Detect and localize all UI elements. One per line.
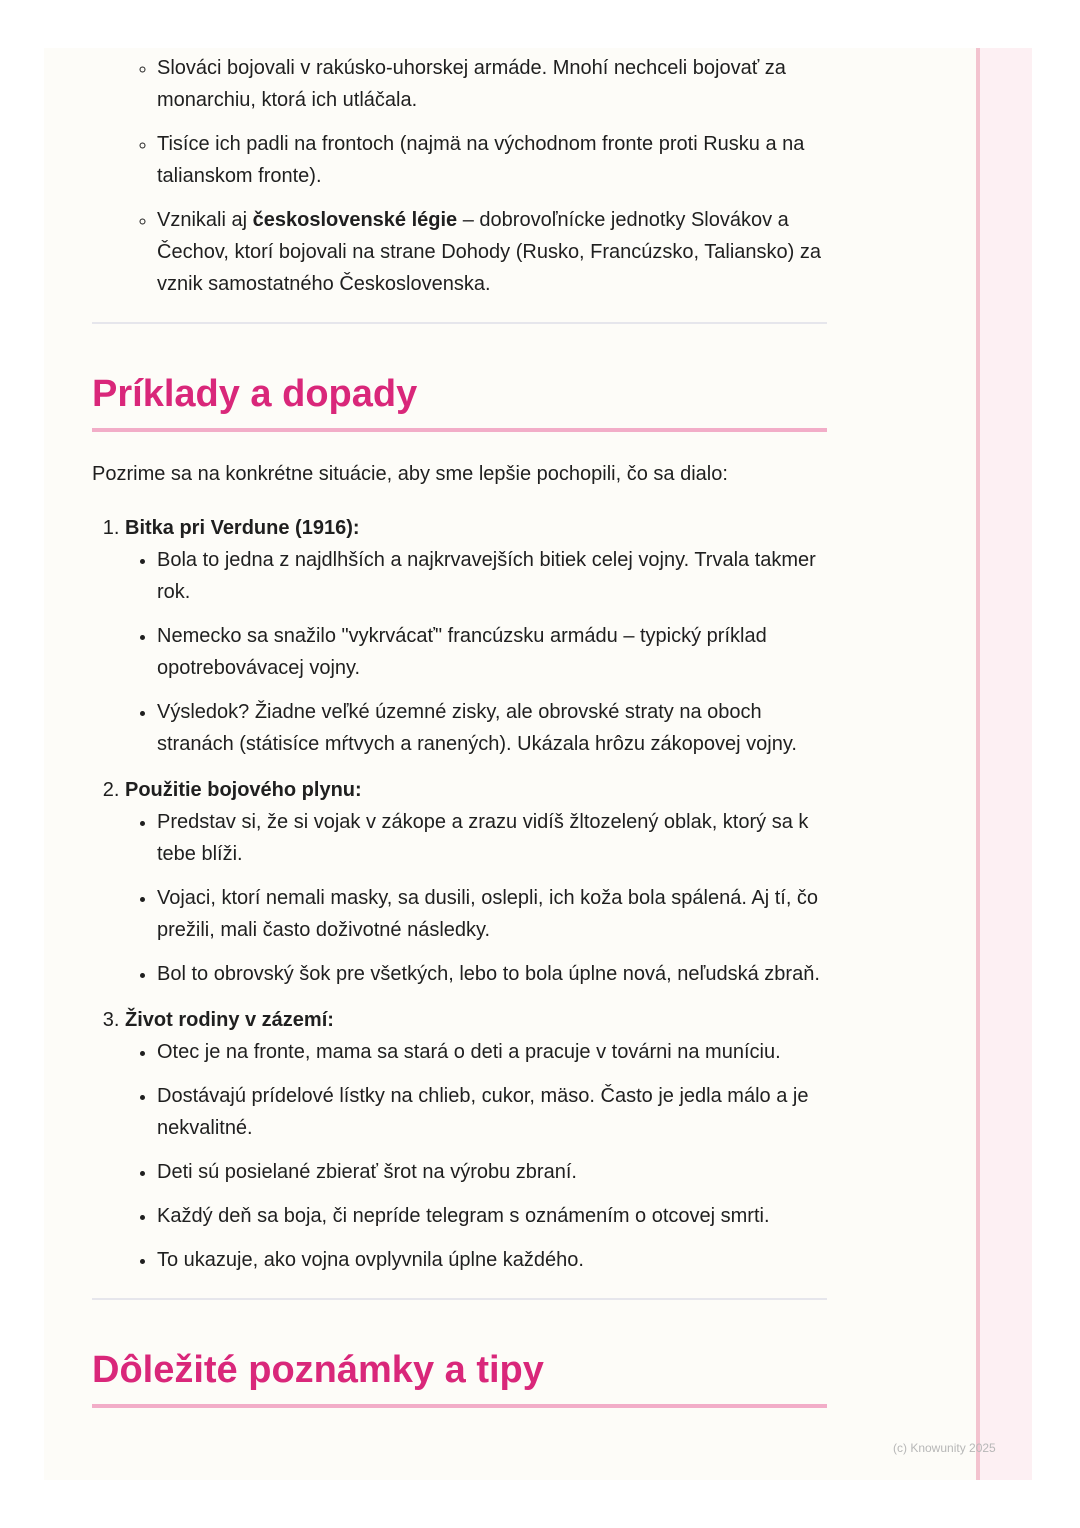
list-item: • Bola to jedna z najdlhších a najkrvavejších bitiek celej vojny. Trvala takmer rok. bbox=[157, 544, 827, 608]
heading-underline bbox=[92, 428, 827, 432]
bold-term: československé légie bbox=[252, 209, 458, 231]
example-item bbox=[125, 512, 827, 760]
heading-underline bbox=[92, 1404, 827, 1408]
list-item: ◦ Vznikali aj československé légie – dobrovoľnícke jednotky Slovákov a Čechov, ktorí bojovali na strane Dohody (Rusko, Francúzsko, Taliansko) za vznik samostatného Československa. bbox=[157, 204, 827, 300]
example-item bbox=[125, 1004, 827, 1276]
legions-list bbox=[92, 52, 827, 300]
section-intro: Pozrime sa na konkrétne situácie, aby sme lepšie pochopili, čo sa dialo: bbox=[92, 463, 728, 485]
page-margin-line bbox=[976, 48, 980, 1480]
section-divider bbox=[92, 1298, 827, 1300]
example-bullets bbox=[125, 1036, 827, 1276]
example-bullets bbox=[125, 544, 827, 760]
list-item: • Vojaci, ktorí nemali masky, sa dusili, oslepli, ich koža bola spálená. Aj tí, čo prežili, mali často doživotné následky. bbox=[157, 882, 827, 946]
page-margin-band bbox=[976, 48, 1032, 1480]
example-title: Bitka pri Verdune (1916): bbox=[125, 517, 360, 539]
example-bullets bbox=[125, 806, 827, 990]
example-item bbox=[125, 774, 827, 990]
list-item: • Nemecko sa snažilo "vykrvácať" francúzsku armádu – typický príklad opotrebovávacej vojny. bbox=[157, 620, 827, 684]
list-item: • Otec je na fronte, mama sa stará o deti a pracuje v továrni na muníciu. bbox=[157, 1036, 827, 1068]
document-content bbox=[92, 52, 827, 1408]
list-item: • Predstav si, že si vojak v zákope a zrazu vidíš žltozelený oblak, ktorý sa k tebe blíži. bbox=[157, 806, 827, 870]
section-heading-notes: Dôležité poznámky a tipy bbox=[92, 1349, 544, 1391]
examples-list bbox=[92, 512, 827, 1276]
list-item: ◦ Slováci bojovali v rakúsko-uhorskej armáde. Mnohí nechceli bojovať za monarchiu, ktorá ich utláčala. bbox=[157, 52, 827, 116]
list-item: • Výsledok? Žiadne veľké územné zisky, ale obrovské straty na oboch stranách (státisíce mŕtvych a ranených). Ukázala hrôzu zákopovej vojny. bbox=[157, 696, 827, 760]
example-title: Použitie bojového plynu: bbox=[125, 779, 362, 801]
list-item: ◦ Tisíce ich padli na frontoch (najmä na východnom fronte proti Rusku a na talianskom fronte). bbox=[157, 128, 827, 192]
section-heading-examples: Príklady a dopady bbox=[92, 373, 418, 415]
list-item: • Bol to obrovský šok pre všetkých, lebo to bola úplne nová, neľudská zbraň. bbox=[157, 958, 827, 990]
list-item: • Deti sú posielané zbierať šrot na výrobu zbraní. bbox=[157, 1156, 827, 1188]
list-item: • To ukazuje, ako vojna ovplyvnila úplne každého. bbox=[157, 1244, 827, 1276]
copyright-footer: (c) Knowunity 2025 bbox=[893, 1441, 996, 1455]
list-item: • Dostávajú prídelové lístky na chlieb, cukor, mäso. Často je jedla málo a je nekvalitné. bbox=[157, 1080, 827, 1144]
section-divider bbox=[92, 322, 827, 324]
list-item: • Každý deň sa boja, či nepríde telegram s oznámením o otcovej smrti. bbox=[157, 1200, 827, 1232]
example-title: Život rodiny v zázemí: bbox=[125, 1009, 334, 1031]
